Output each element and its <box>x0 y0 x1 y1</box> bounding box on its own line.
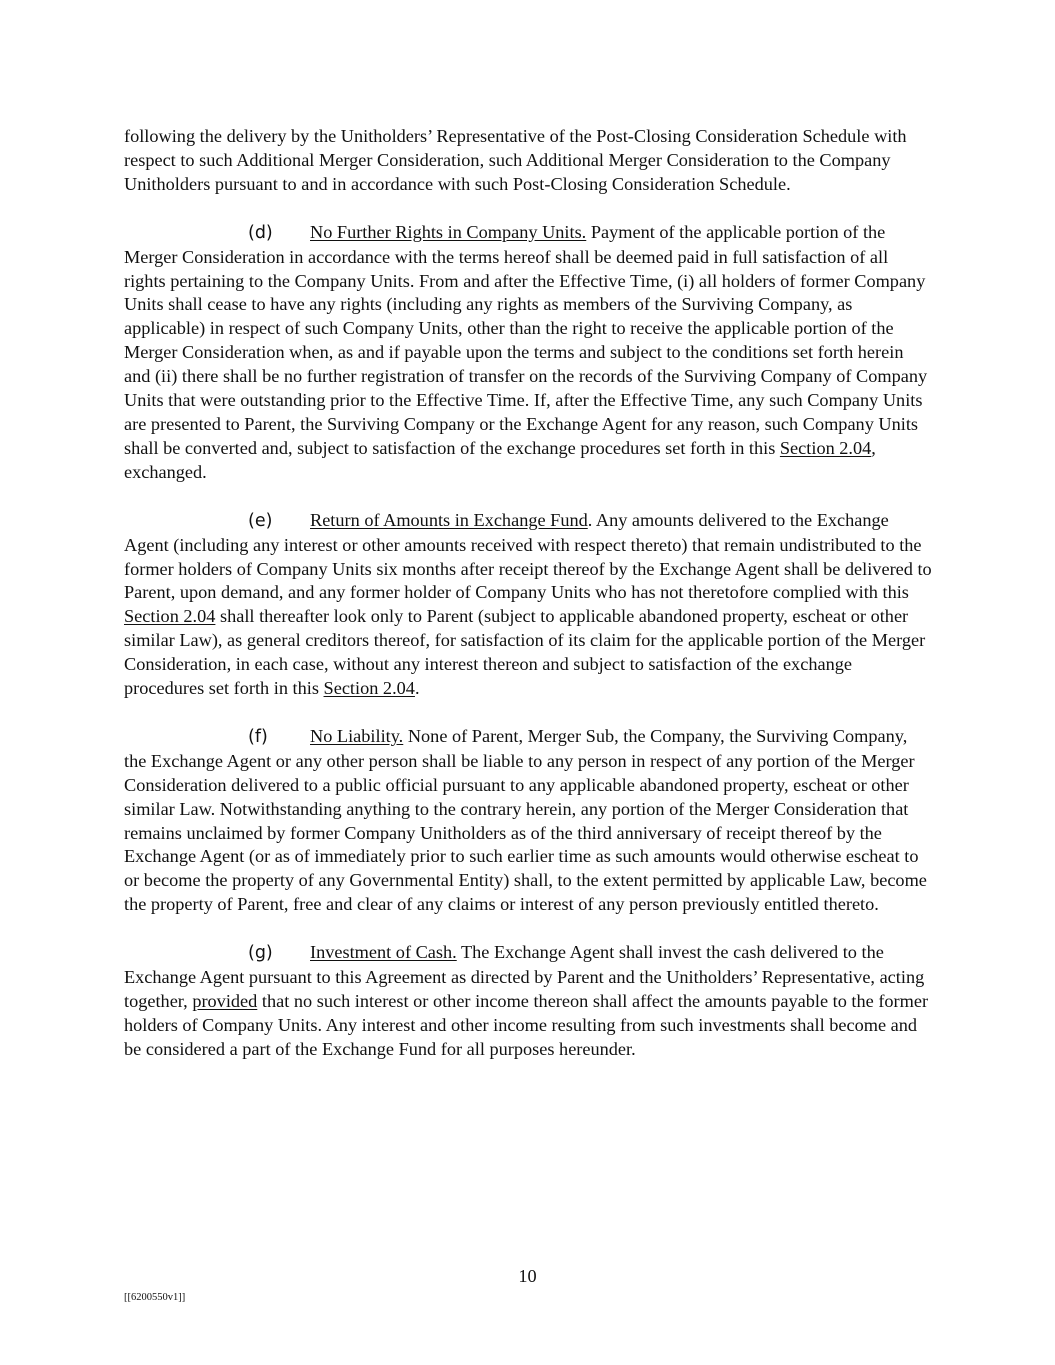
section-e <box>124 509 934 701</box>
section-reference: Section 2.04 <box>779 437 872 458</box>
section-body: The Exchange Agent shall invest the cash delivered to the Exchange Agent pursuant to this Agreement as directed by Parent and the Unitholders’ Representative, acting together, <box>124 942 925 1011</box>
section-body: . Any amounts delivered to the Exchange Agent (including any interest or other amounts received with respect thereto) that remain undistributed to the former holders of Company Units six months after receipt thereof by the Exchange Agent shall be delivered to Parent, upon demand, and any former holder of Company Units who has not theretofore complied with this <box>124 509 932 603</box>
section-body: None of Parent, Merger Sub, the Company, the Surviving Company, the Exchange Agent or any other person shall be liable to any person in respect of any portion of the Merger Consideration delivered to a public official pursuant to any applicable abandoned property, escheat or other similar Law. Notwithstanding anything to the contrary herein, any portion of the Merger Consideration that remains unclaimed by former Company Unitholders as of the third anniversary of receipt thereof by the Exchange Agent (or as of immediately prior to such earlier time as such amounts would otherwise escheat to or become the property of any Governmental Entity) shall, to the extent permitted by applicable Law, become the property of Parent, free and clear of any claims or interest of any person previously entitled thereto. <box>124 725 927 915</box>
section-label: (d) <box>248 222 273 243</box>
continuation-paragraph <box>124 125 934 197</box>
continuation-text: following the delivery by the Unitholders’ Representative of the Post-Closing Consideration Schedule with respect to such Additional Merger Consideration, such Additional Merger Consideration to the Company Unitholders pursuant to and in accordance with such Post-Closing Consideration Schedule. <box>124 126 907 194</box>
document-page <box>124 125 934 1086</box>
page-number: 10 <box>518 1266 537 1286</box>
section-heading: Investment of Cash. <box>310 942 457 963</box>
section-label: (g) <box>248 943 273 964</box>
section-d <box>124 221 934 485</box>
document-id: [[6200550v1]] <box>124 1292 186 1303</box>
section-body: that no such interest or other income thereon shall affect the amounts payable to the former holders of Company Units. Any interest and other income resulting from such investments shall become and be considered a part of the Exchange Fund for all purposes hereunder. <box>124 991 929 1059</box>
section-label: (f) <box>248 726 268 747</box>
section-body: , exchanged. <box>124 437 876 482</box>
section-heading: Return of Amounts in Exchange Fund <box>310 509 588 530</box>
section-label: (e) <box>248 510 273 531</box>
section-reference: Section 2.04 <box>124 606 216 627</box>
section-reference: Section 2.04 <box>323 678 415 699</box>
section-heading: No Further Rights in Company Units. <box>310 221 587 242</box>
section-g <box>124 941 934 1062</box>
section-body: shall thereafter look only to Parent (subject to applicable abandoned property, escheat or other similar Law), as general creditors thereof, for satisfaction of its claim for the applicable portion of the Merger Consideration, in each case, without any interest thereon and subject to satisfaction of the exchange procedures set forth in this <box>124 606 926 699</box>
section-body: . <box>414 678 420 699</box>
section-f <box>124 725 934 917</box>
section-body: Payment of the applicable portion of the Merger Consideration in accordance with the terms hereof shall be deemed paid in full satisfaction of all rights pertaining to the Company Units. From and after the Effective Time, (i) all holders of former Company Units shall cease to have any rights (including any rights as members of the Surviving Company, as applicable) in respect of such Company Units, other than the right to receive the applicable portion of the Merger Consideration when, as and if payable upon the terms and subject to the conditions set forth herein and (ii) there shall be no further registration of transfer on the records of the Surviving Company of Company Units that were outstanding prior to the Effective Time. If, after the Effective Time, any such Company Units are presented to Parent, the Surviving Company or the Exchange Agent for any reason, such Company Units shall be converted and, subject to satisfaction of the exchange procedures set forth in this <box>124 221 928 458</box>
section-heading: No Liability. <box>310 725 404 746</box>
section-reference: provided <box>192 991 258 1011</box>
